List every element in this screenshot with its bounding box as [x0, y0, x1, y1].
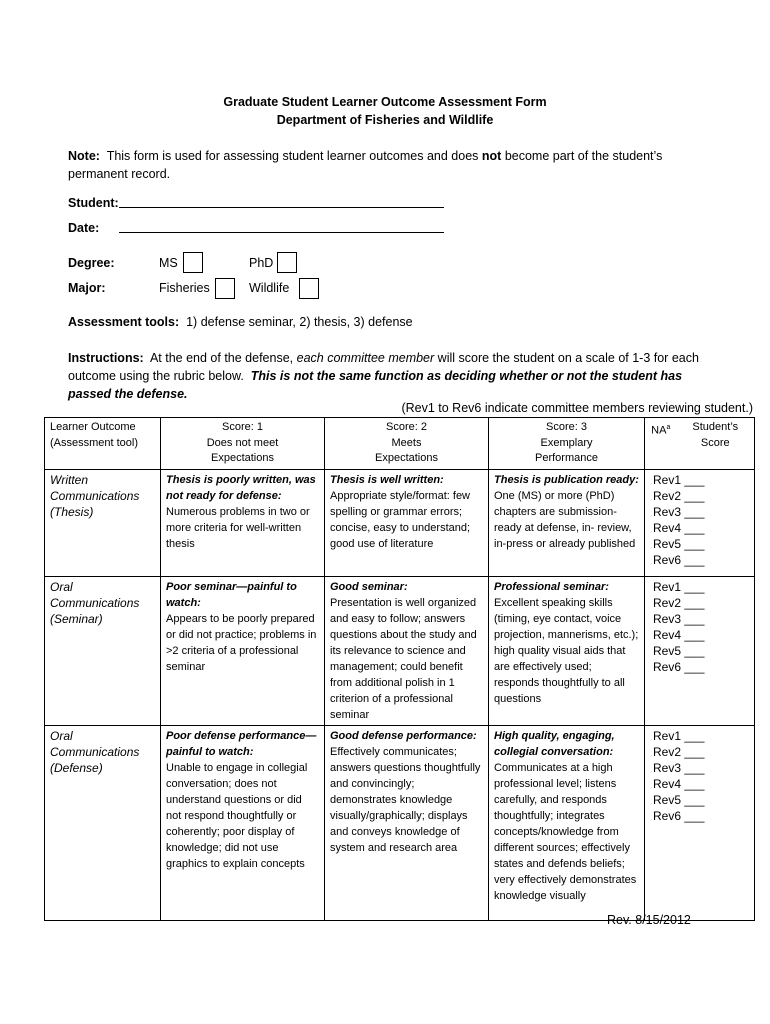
header-outcome-line1: Learner Outcome [50, 421, 136, 433]
row-score2-head: Good seminar: [330, 580, 408, 593]
table-row [45, 576, 755, 725]
row-score2 [325, 725, 489, 920]
reviewer-note: (Rev1 to Rev6 indicate committee members reviewing student.) [401, 401, 753, 415]
header-student-line1: Student’s [692, 421, 739, 433]
header-outcome-line2: (Assessment tool) [50, 436, 139, 449]
header-outcome [45, 418, 161, 470]
rev6-score[interactable]: Rev6 ___ [653, 808, 705, 823]
rev5-score[interactable]: Rev5 ___ [653, 792, 705, 807]
row-score2-head: Good defense performance: [330, 729, 477, 742]
rev5-score[interactable]: Rev5 ___ [653, 643, 705, 658]
header-score1-line3: Expectations [211, 452, 274, 464]
rev6-score[interactable]: Rev6 ___ [653, 552, 705, 567]
rev4-score[interactable]: Rev4 ___ [653, 776, 705, 791]
table-row [45, 725, 755, 920]
row-outcome: Oral Communications (Seminar) [45, 576, 161, 725]
row-score3-head: High quality, engaging, collegial conversation: [494, 729, 615, 758]
header-score1-line2: Does not meet [206, 436, 279, 449]
row-score3-head: Professional seminar: [494, 580, 609, 593]
row-score1 [161, 469, 325, 576]
date-label: Date: [68, 221, 100, 235]
department-title: Department of Fisheries and Wildlife [276, 113, 494, 127]
row-score1-body: Unable to engage in collegial conversation; does not understand questions or did not respond thoughtfully or coherently; poor display of knowledge; did not use graphics to explain concepts [166, 761, 308, 870]
major-label: Major: [68, 281, 106, 295]
row-score1-body: Appears to be poorly prepared or did not practice; problems in >2 criteria of a professional seminar [166, 612, 317, 673]
row-score1 [161, 725, 325, 920]
rev3-score[interactable]: Rev3 ___ [653, 611, 705, 626]
row-outcome: Written Communications (Thesis) [45, 469, 161, 576]
header-score2-line1: Score: 2 [386, 421, 427, 433]
row-score2-body: Effectively communicates; answers questions thoughtfully and convincingly; demonstrates knowledge visually/graphically; displays and conveys knowledge of system and research area [330, 745, 481, 854]
header-score3-line3: Performance [535, 452, 598, 464]
note-text-before: This form is used for assessing student learner outcomes and does [106, 149, 479, 163]
row-score3-head: Thesis is publication ready: [494, 473, 639, 486]
row-score3 [489, 469, 645, 576]
rev1-score[interactable]: Rev1 ___ [653, 579, 705, 594]
rev3-score[interactable]: Rev3 ___ [653, 504, 705, 519]
date-field[interactable] [119, 232, 444, 233]
header-na-text: NA [651, 424, 667, 437]
row-score2 [325, 576, 489, 725]
degree-label: Degree: [68, 256, 115, 270]
row-reviewer-scores[interactable] [645, 469, 755, 576]
degree-ms-checkbox[interactable] [183, 252, 203, 273]
assessment-tools [68, 315, 413, 329]
header-score1 [161, 418, 325, 470]
note-paragraph [68, 147, 708, 183]
note-text-after: become part of the student’s permanent record. [68, 149, 663, 181]
header-score2-line3: Expectations [375, 452, 438, 464]
rev2-score[interactable]: Rev2 ___ [653, 744, 705, 759]
header-score3-line2: Exemplary [540, 436, 593, 449]
header-student-line2: Score [700, 436, 730, 449]
student-field[interactable] [119, 207, 444, 208]
instructions-part1: At the end of the defense, [149, 351, 294, 365]
rev1-score[interactable]: Rev1 ___ [653, 472, 705, 487]
revision-date: Rev. 8/15/2012 [607, 913, 691, 927]
row-score3 [489, 576, 645, 725]
header-student-score [677, 418, 755, 470]
instructions-label: Instructions: [68, 351, 144, 365]
rev4-score[interactable]: Rev4 ___ [653, 627, 705, 642]
row-score3 [489, 725, 645, 920]
row-outcome: Oral Communications (Defense) [45, 725, 161, 920]
row-score1 [161, 576, 325, 725]
row-score3-body: One (MS) or more (PhD) chapters are submission-ready at defense, in- review, in-press or already published [494, 489, 636, 550]
row-reviewer-scores[interactable] [645, 576, 755, 725]
degree-phd-checkbox[interactable] [277, 252, 297, 273]
major-fisheries-checkbox[interactable] [215, 278, 235, 299]
table-row [45, 469, 755, 576]
note-emphasis: not [481, 149, 502, 163]
row-score2-body: Presentation is well organized and easy to follow; answers questions about the study and its relevance to science and management; could benefit from additional polish in 1 criterion of a professional seminar [330, 596, 477, 721]
major-wildlife-checkbox[interactable] [299, 278, 319, 299]
header-score2-line2: Meets [391, 436, 422, 449]
instructions-bold-italic: This is not the same function as deciding whether or not the student has passed the defense. [68, 369, 683, 401]
instructions-italic: each committee member [296, 351, 435, 365]
rev1-score[interactable]: Rev1 ___ [653, 728, 705, 743]
student-label: Student: [68, 196, 119, 210]
row-score1-body: Numerous problems in two or more criteria for well-written thesis [166, 505, 310, 550]
rev3-score[interactable]: Rev3 ___ [653, 760, 705, 775]
rev5-score[interactable]: Rev5 ___ [653, 536, 705, 551]
row-score3-body: Excellent speaking skills (timing, eye contact, voice projection, mannerisms, etc.); high quality visual aids that are effectively used; responds thoughtfully to all questions [494, 596, 639, 705]
header-score1-line1: Score: 1 [222, 421, 263, 433]
form-title: Graduate Student Learner Outcome Assessment Form [223, 95, 547, 109]
row-score1-head: Poor defense performance—painful to watch: [166, 729, 317, 758]
rubric-header-row [45, 418, 755, 470]
degree-option-ms-label: MS [159, 256, 178, 270]
assessment-text: 1) defense seminar, 2) thesis, 3) defense [186, 315, 413, 329]
header-score3-line1: Score: 3 [546, 421, 587, 433]
instructions-paragraph [68, 349, 728, 403]
assessment-label: Assessment tools: [68, 315, 180, 329]
header-score2 [325, 418, 489, 470]
instructions-part2: will score the student on a scale of 1-3 for each outcome using the rubric below. [68, 351, 699, 383]
major-option-wildlife-label: Wildlife [249, 281, 290, 295]
row-score1-head: Poor seminar—painful to watch: [166, 580, 297, 609]
rev2-score[interactable]: Rev2 ___ [653, 488, 705, 503]
rev2-score[interactable]: Rev2 ___ [653, 595, 705, 610]
rev4-score[interactable]: Rev4 ___ [653, 520, 705, 535]
note-label: Note: [68, 149, 100, 163]
row-score2-head: Thesis is well written: [330, 473, 444, 486]
row-score2 [325, 469, 489, 576]
rev6-score[interactable]: Rev6 ___ [653, 659, 705, 674]
rubric-table [44, 417, 755, 921]
header-na [645, 418, 677, 470]
degree-option-phd-label: PhD [249, 256, 274, 270]
major-option-fisheries-label: Fisheries [159, 281, 210, 295]
row-reviewer-scores[interactable] [645, 725, 755, 920]
row-score3-body: Communicates at a high professional level; listens carefully, and responds thoughtfully; integrates concepts/knowledge from different sources; effectively states and defends beliefs; very effectively demonstrates knowledge visually [494, 761, 637, 902]
row-score2-body: Appropriate style/format: few spelling or grammar errors; concise, easy to understand; good use of literature [330, 489, 471, 550]
header-score3 [489, 418, 645, 470]
row-score1-head: Thesis is poorly written, was not ready for defense: [166, 473, 316, 502]
header-na-sup: a [666, 424, 671, 431]
